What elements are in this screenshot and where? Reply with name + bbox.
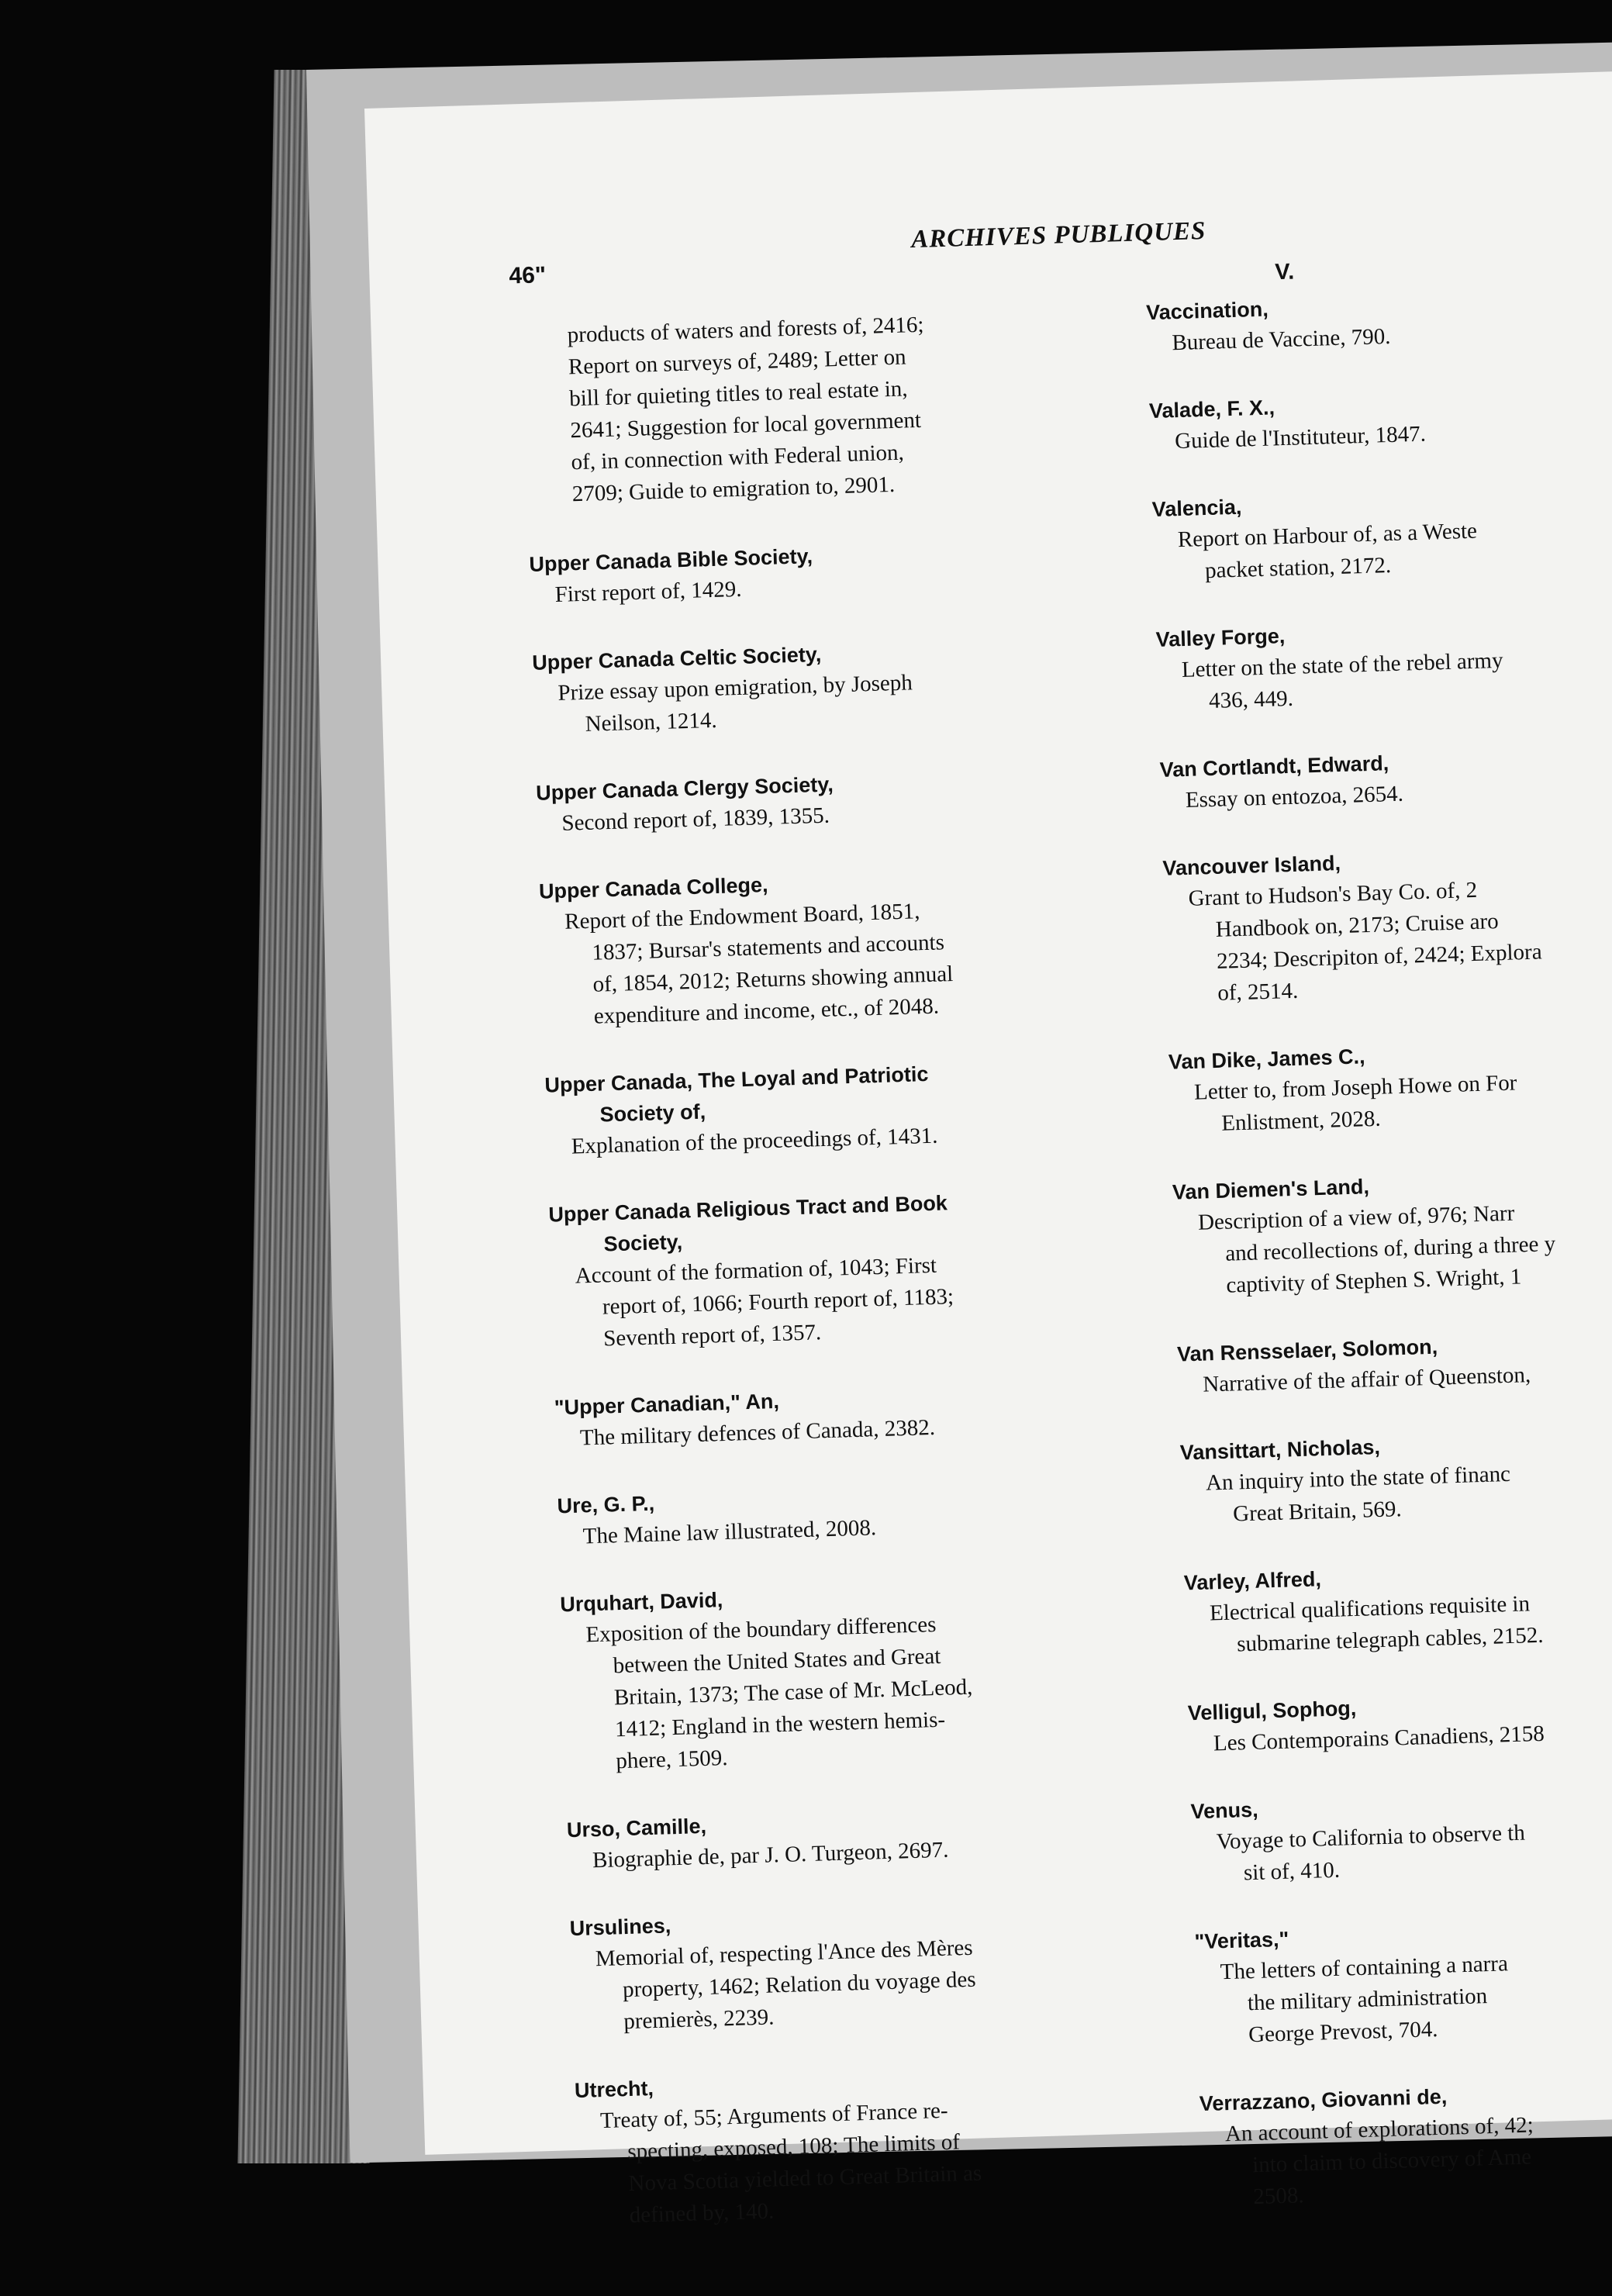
- index-entry: [544, 1052, 1136, 1163]
- text-line: Narrative of the affair of Queenston,: [1202, 1362, 1531, 1397]
- text-line: Guide de l'Instituteur, 1847.: [1174, 421, 1427, 454]
- text-line: bill for quieting titles to real estate in,: [568, 376, 909, 412]
- index-entry: [1183, 1552, 1612, 1662]
- index-entry: [1146, 281, 1612, 360]
- text-line: Account of the formation of, 1043; First: [575, 1252, 937, 1289]
- text-line: captivity of Stephen S. Wright, 1: [1226, 1264, 1522, 1298]
- text-line: Seventh report of, 1357.: [602, 1320, 822, 1352]
- text-line: Les Contemporains Canadiens, 2158: [1213, 1721, 1545, 1756]
- entry-heading: Varley, Alfred,: [1183, 1567, 1322, 1595]
- text-line: report of, 1066; Fourth report of, 1183;: [602, 1284, 954, 1320]
- index-entry: [1194, 1911, 1612, 2053]
- text-line: Britain, 1373; The case of Mr. McLeod,: [613, 1674, 973, 1711]
- text-line: 1837; Bursar's statements and accounts: [591, 930, 945, 965]
- index-entry: [574, 2058, 1168, 2233]
- text-line: Electrical qualifications requisite in: [1209, 1591, 1531, 1626]
- text-line: of, in connection with Federal union,: [571, 440, 905, 475]
- text-line: property, 1462; Relation du voyage des: [622, 1966, 976, 2003]
- text-line: 436, 449.: [1208, 685, 1294, 714]
- index-entry: [1199, 2072, 1612, 2215]
- text-line: Neilson, 1214.: [585, 707, 718, 737]
- text-line: Description of a view of, 976; Narr: [1197, 1200, 1515, 1235]
- index-entry: [536, 760, 1127, 841]
- entry-heading: Van Dike, James C.,: [1168, 1044, 1365, 1074]
- entry-heading-continued: Society,: [603, 1230, 683, 1256]
- index-entry: [1162, 837, 1612, 1011]
- page-header-title: ARCHIVES PUBLIQUES: [910, 216, 1206, 254]
- entry-body: [1173, 1192, 1612, 1303]
- right-column: [1144, 247, 1612, 2250]
- entry-body: [550, 1244, 1141, 1356]
- entry-heading: Verrazzano, Giovanni de,: [1199, 2084, 1448, 2116]
- index-entry: [538, 858, 1132, 1034]
- text-line: Exposition of the boundary differences: [585, 1611, 937, 1648]
- text-line: Memorial of, respecting l'Ance des Mères: [595, 1935, 973, 1972]
- text-line: into claim to discovery of Ame: [1251, 2144, 1532, 2178]
- text-line: Grant to Hudson's Bay Co. of, 2: [1188, 877, 1478, 911]
- entry-heading: Van Rensselaer, Solomon,: [1176, 1334, 1438, 1366]
- text-line: 2508.: [1252, 2183, 1305, 2210]
- entry-heading: Upper Canada College,: [538, 873, 768, 903]
- entry-heading: Urquhart, David,: [559, 1588, 723, 1617]
- entry-heading: Vansittart, Nicholas,: [1179, 1435, 1381, 1465]
- text-line: 1412; England in the western hemis-: [614, 1707, 946, 1742]
- text-line: Treaty of, 55; Arguments of France re-: [599, 2097, 949, 2134]
- text-line: products of waters and forests of, 2416;: [567, 312, 924, 348]
- entry-heading: Valade, F. X.,: [1148, 395, 1275, 423]
- text-line: The letters of containing a narra: [1220, 1951, 1509, 1985]
- entry-heading: Upper Canada Religious Tract and Book: [547, 1191, 948, 1227]
- entry-body: [1163, 868, 1612, 1011]
- entry-heading: Upper Canada Celtic Society,: [531, 642, 822, 675]
- text-line: George Prevost, 704.: [1248, 2017, 1438, 2048]
- text-line: specting, exposed, 108; The limits of: [627, 2129, 961, 2165]
- index-entry: [1179, 1421, 1612, 1532]
- text-line: Letter on the state of the rebel army: [1181, 647, 1503, 683]
- entry-body: [1195, 1942, 1612, 2053]
- entry-body: [570, 1927, 1162, 2039]
- text-line: premierès, 2239.: [623, 2004, 775, 2035]
- index-entry: [1151, 478, 1612, 589]
- continued-entry: [522, 304, 1117, 512]
- text-line: Report on Harbour of, as a Weste: [1177, 518, 1478, 553]
- entry-heading: Upper Canada, The Loyal and Patriotic: [544, 1062, 929, 1097]
- text-line: Bureau de Vaccine, 790.: [1171, 323, 1391, 356]
- entry-heading: Upper Canada Clergy Society,: [535, 772, 834, 805]
- index-entry: [548, 1182, 1142, 1356]
- entry-heading: Utrecht,: [574, 2077, 654, 2103]
- text-line: An account of explorations of, 42;: [1224, 2112, 1534, 2147]
- text-line: Nova Scotia yielded to Great Britain as: [628, 2160, 982, 2197]
- text-line: Great Britain, 569.: [1232, 1497, 1403, 1527]
- text-line: Biographie de, par J. O. Turgeon, 2697.: [592, 1837, 949, 1873]
- entry-heading: Urso, Camille,: [566, 1814, 707, 1842]
- text-line: submarine telegraph cables, 2152.: [1236, 1622, 1544, 1657]
- entry-heading: Van Diemen's Land,: [1172, 1175, 1370, 1204]
- entry-heading: Velligul, Sophog,: [1187, 1696, 1357, 1725]
- entry-body: [575, 2089, 1168, 2233]
- entry-heading: Ure, G. P.,: [557, 1491, 655, 1518]
- text-line: the military administration: [1247, 1984, 1488, 2016]
- text-line: Enlistment, 2028.: [1220, 1106, 1382, 1136]
- index-entry: [569, 1896, 1162, 2039]
- text-line: expenditure and income, etc., of 2048.: [593, 993, 940, 1029]
- text-line: First report of, 1429.: [554, 576, 742, 607]
- entry-heading: Upper Canada Bible Society,: [529, 544, 813, 576]
- document-page: [364, 71, 1612, 2229]
- text-line: 2709; Guide to emigration to, 2901.: [571, 471, 896, 507]
- index-entry: [532, 630, 1124, 741]
- index-entry: [1148, 379, 1612, 458]
- entry-heading: Valencia,: [1151, 495, 1242, 522]
- entry-heading: "Upper Canadian," An,: [554, 1389, 780, 1420]
- text-line: The military defences of Canada, 2382.: [579, 1414, 936, 1451]
- text-line: Explanation of the proceedings of, 1431.: [571, 1123, 938, 1159]
- index-entry: [1159, 738, 1612, 817]
- left-column: [522, 304, 1168, 2269]
- text-line: Second report of, 1839, 1355.: [561, 803, 830, 836]
- entry-heading: Vaccination,: [1145, 297, 1269, 325]
- index-entry: [1187, 1682, 1612, 1761]
- text-line: Handbook on, 2173; Cruise aro: [1215, 909, 1500, 942]
- index-entry: [566, 1797, 1157, 1878]
- entry-body: [540, 889, 1133, 1034]
- entry-body: [561, 1603, 1155, 1779]
- text-line: Report on surveys of, 2489; Letter on: [568, 344, 907, 380]
- index-entry: [560, 1572, 1155, 1779]
- text-line: between the United States and Great: [613, 1643, 941, 1679]
- text-line: defined by, 140.: [629, 2198, 775, 2229]
- text-line: packet station, 2172.: [1204, 552, 1392, 584]
- text-line: The Maine law illustrated, 2008.: [582, 1515, 877, 1549]
- index-entry: [1168, 1031, 1612, 1141]
- index-entry: [529, 531, 1120, 612]
- entry-heading: Ursulines,: [569, 1914, 671, 1941]
- entry-heading: Venus,: [1190, 1797, 1259, 1824]
- text-line: of, 1854, 2012; Returns showing annual: [592, 961, 954, 997]
- text-line: Voyage to California to observe th: [1216, 1820, 1526, 1855]
- text-line: Letter to, from Joseph Howe on For: [1193, 1070, 1517, 1105]
- text-line: of, 2514.: [1217, 978, 1299, 1006]
- text-line: Prize essay upon emigration, by Joseph: [557, 670, 913, 706]
- text-line: 2641; Suggestion for local government: [569, 407, 922, 444]
- entry-heading-continued: Society of,: [599, 1100, 706, 1127]
- entry-body: [1200, 2103, 1612, 2215]
- text-line: An inquiry into the state of financ: [1205, 1461, 1511, 1496]
- text-line: 2234; Descripiton of, 2424; Explora: [1216, 939, 1543, 974]
- text-line: phere, 1509.: [615, 1745, 728, 1774]
- index-entry: [1177, 1323, 1612, 1402]
- text-line: Essay on entozoa, 2654.: [1185, 781, 1404, 813]
- index-entry: [554, 1375, 1144, 1455]
- page-number: 46": [509, 262, 547, 289]
- index-entry: [1155, 608, 1612, 719]
- entry-heading: Van Cortlandt, Edward,: [1159, 751, 1389, 782]
- entry-heading: "Veritas,": [1194, 1927, 1289, 1954]
- entry-heading: Valley Forge,: [1155, 624, 1286, 652]
- index-entry: [557, 1473, 1148, 1554]
- section-letter: V.: [1274, 259, 1295, 285]
- text-line: sit of, 410.: [1243, 1857, 1341, 1886]
- entry-heading: Vancouver Island,: [1162, 851, 1341, 880]
- text-line: and recollections of, during a three y: [1224, 1231, 1556, 1266]
- text-line: Report of the Endowment Board, 1851,: [564, 899, 920, 934]
- index-entry: [1190, 1780, 1612, 1891]
- index-entry: [1172, 1161, 1612, 1303]
